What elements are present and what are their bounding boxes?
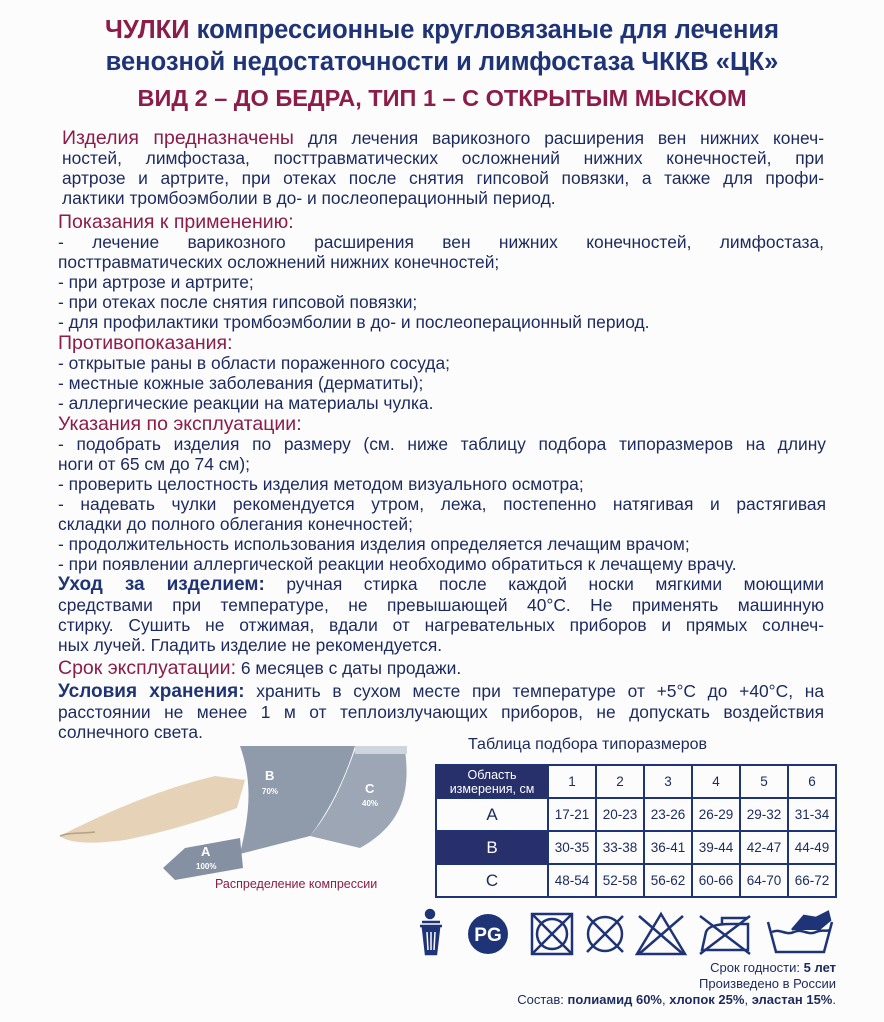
table-cell: 20-23 <box>596 798 644 831</box>
table-column-header: 2 <box>596 765 644 798</box>
table-column-header: 4 <box>692 765 740 798</box>
composition-percent: 60% <box>635 992 662 1007</box>
indications-line: посттравматических осложнений нижних конечностей; <box>58 252 500 272</box>
table-cell: 39-44 <box>692 831 740 864</box>
shelf-life-value: 5 лет <box>803 960 836 975</box>
size-table <box>435 764 837 898</box>
usage-block <box>58 414 826 574</box>
table-row-label: C <box>436 864 548 897</box>
table-cell: 31-34 <box>788 798 836 831</box>
title-line-1-rest: компрессионные кругловязаные для лечения <box>196 16 779 44</box>
usage-line: складки до полного облегания конечностей; <box>58 514 413 534</box>
zone-a-percent: 100% <box>196 862 217 871</box>
zone-c-letter: C <box>365 781 375 796</box>
storage-line: расстоянии не менее 1 м от теплоизлучающих приборов, не допускать воздействия <box>58 702 824 722</box>
table-column-header: 5 <box>740 765 788 798</box>
storage-line: солнечного света. <box>58 722 203 742</box>
intro-line: лактики тромбоэмболии в до- и послеоперационный период. <box>62 188 556 208</box>
title-line-3: ВИД 2 – ДО БЕДРА, ТИП 1 – С ОТКРЫТЫМ МЫСКОМ <box>137 85 747 111</box>
zone-b-percent: 70% <box>262 787 279 796</box>
no-tumble-dry-icon <box>532 914 572 954</box>
table-cell: 36-41 <box>644 831 692 864</box>
indications-block <box>58 212 824 332</box>
intro-lead: Изделия предназначены <box>62 127 294 149</box>
table-cell: 17-21 <box>548 798 596 831</box>
contraindications-heading: Противопоказания: <box>58 332 233 354</box>
indications-line: - лечение варикозного расширения вен нижних конечностей, лимфостаза, <box>58 232 824 252</box>
table-cell: 66-72 <box>788 864 836 897</box>
table-column-header: 3 <box>644 765 692 798</box>
table-row <box>436 864 836 897</box>
intro-block <box>62 128 824 208</box>
zone-b-letter: B <box>265 768 275 783</box>
dispose-bin-icon <box>420 910 442 954</box>
composition-label: Состав: <box>517 992 564 1007</box>
intro-line: ностей, лимфостаза, посттравматических осложнений нижних конечностей, при <box>62 148 824 168</box>
contraindications-line: - аллергические реакции на материалы чулка. <box>58 393 434 413</box>
composition-material: полиамид <box>567 992 633 1007</box>
lifetime-block <box>58 658 824 678</box>
rst-mark-icon <box>468 914 508 954</box>
indications-heading: Показания к применению: <box>58 211 294 233</box>
table-corner-label: Область измерения, см <box>436 765 548 798</box>
no-iron-icon <box>700 916 750 954</box>
composition: Состав: полиамид 60%, хлопок 25%, эластан 15%. <box>517 992 836 1007</box>
table-column-header: 6 <box>788 765 836 798</box>
care-line: средствами при температуре, не превышающей 40°С. Не применять машинную <box>58 595 824 615</box>
hand-wash-icon <box>768 912 832 952</box>
table-cell: 30-35 <box>548 831 596 864</box>
table-cell: 52-58 <box>596 864 644 897</box>
indications-line: - при артрозе и артрите; <box>58 272 254 292</box>
intro-line: артрозе и артрите, при отеках после снятия гипсовой повязки, а также для профи- <box>62 168 824 188</box>
care-line: ручная стирка после каждой носки мягкими моющими <box>264 574 824 594</box>
usage-heading: Указания по эксплуатации: <box>58 413 302 435</box>
indications-line: - для профилактики тромбоэмболии в до- и послеоперационный период. <box>58 312 650 332</box>
composition-material: эластан <box>751 992 803 1007</box>
usage-line: - проверить целостность изделия методом визуального осмотра; <box>58 474 584 494</box>
table-header-row <box>436 765 836 798</box>
zone-c-percent: 40% <box>362 799 379 808</box>
care-block <box>58 574 824 655</box>
usage-line: ноги от 65 см до 74 см); <box>58 454 251 474</box>
size-table-title: Таблица подбора типоразмеров <box>468 736 708 753</box>
title-line-2: венозной недостаточности и лимфостаза ЧККВ «ЦК» <box>105 48 779 76</box>
care-line: ных лучей. Гладить изделие не рекомендуется. <box>58 635 443 655</box>
no-bleach-icon <box>637 914 685 954</box>
usage-line: - при появлении аллергической реакции необходимо обратиться к лечащему врачу. <box>58 554 737 574</box>
composition-percent: 15% <box>806 992 833 1007</box>
contraindications-line: - местные кожные заболевания (дерматиты); <box>58 373 424 393</box>
care-heading: Уход за изделием: <box>58 574 265 595</box>
storage-heading: Условия хранения: <box>58 681 245 702</box>
usage-line: - продолжительность использования изделия определяется лечащим врачом; <box>58 534 690 554</box>
lifetime-text: 6 месяцев с даты продажи. <box>236 658 462 678</box>
table-cell: 48-54 <box>548 864 596 897</box>
usage-line: - подобрать изделия по размеру (см. ниже таблицу подбора типоразмеров на длину <box>58 434 826 454</box>
table-cell: 29-32 <box>740 798 788 831</box>
table-cell: 56-62 <box>644 864 692 897</box>
shelf-life <box>710 960 836 975</box>
lifetime-heading: Срок эксплуатации: <box>58 657 236 679</box>
composition-material: хлопок <box>669 992 715 1007</box>
no-dry-clean-icon <box>587 916 623 952</box>
care-icons-row <box>400 908 840 958</box>
care-line: стирку. Сушить не отжимая, вдали от нагревательных приборов и прямых солнеч- <box>58 615 824 635</box>
table-row-label: B <box>436 831 548 864</box>
table-row <box>436 798 836 831</box>
shelf-life-label: Срок годности: <box>710 960 801 975</box>
intro-line: для лечения варикозного расширения вен нижних конеч- <box>293 128 824 148</box>
diagram-caption: Распределение компрессии <box>215 877 378 891</box>
title-accent: ЧУЛКИ <box>104 16 190 44</box>
storage-line: хранить в сухом месте при температуре от +5°С до +40°С, на <box>244 681 825 701</box>
table-cell: 64-70 <box>740 864 788 897</box>
zone-a-letter: A <box>201 844 211 859</box>
title-line-1 <box>0 14 884 46</box>
table-cell: 42-47 <box>740 831 788 864</box>
table-cell: 33-38 <box>596 831 644 864</box>
indications-line: - при отеках после снятия гипсовой повязки; <box>58 292 418 312</box>
svg-text:PG: PG <box>474 925 502 946</box>
table-cell: 26-29 <box>692 798 740 831</box>
table-row-label: A <box>436 798 548 831</box>
table-cell: 44-49 <box>788 831 836 864</box>
usage-line: - надевать чулки рекомендуется утром, лежа, постепенно натягивая и растягивая <box>58 494 826 514</box>
table-cell: 60-66 <box>692 864 740 897</box>
contraindications-line: - открытые раны в области пораженного сосуда; <box>58 353 450 373</box>
made-in: Произведено в России <box>699 976 836 991</box>
composition-percent: 25% <box>718 992 745 1007</box>
compression-diagram <box>55 728 425 898</box>
table-cell: 23-26 <box>644 798 692 831</box>
table-row <box>436 831 836 864</box>
contraindications-block <box>58 333 824 413</box>
table-column-header: 1 <box>548 765 596 798</box>
